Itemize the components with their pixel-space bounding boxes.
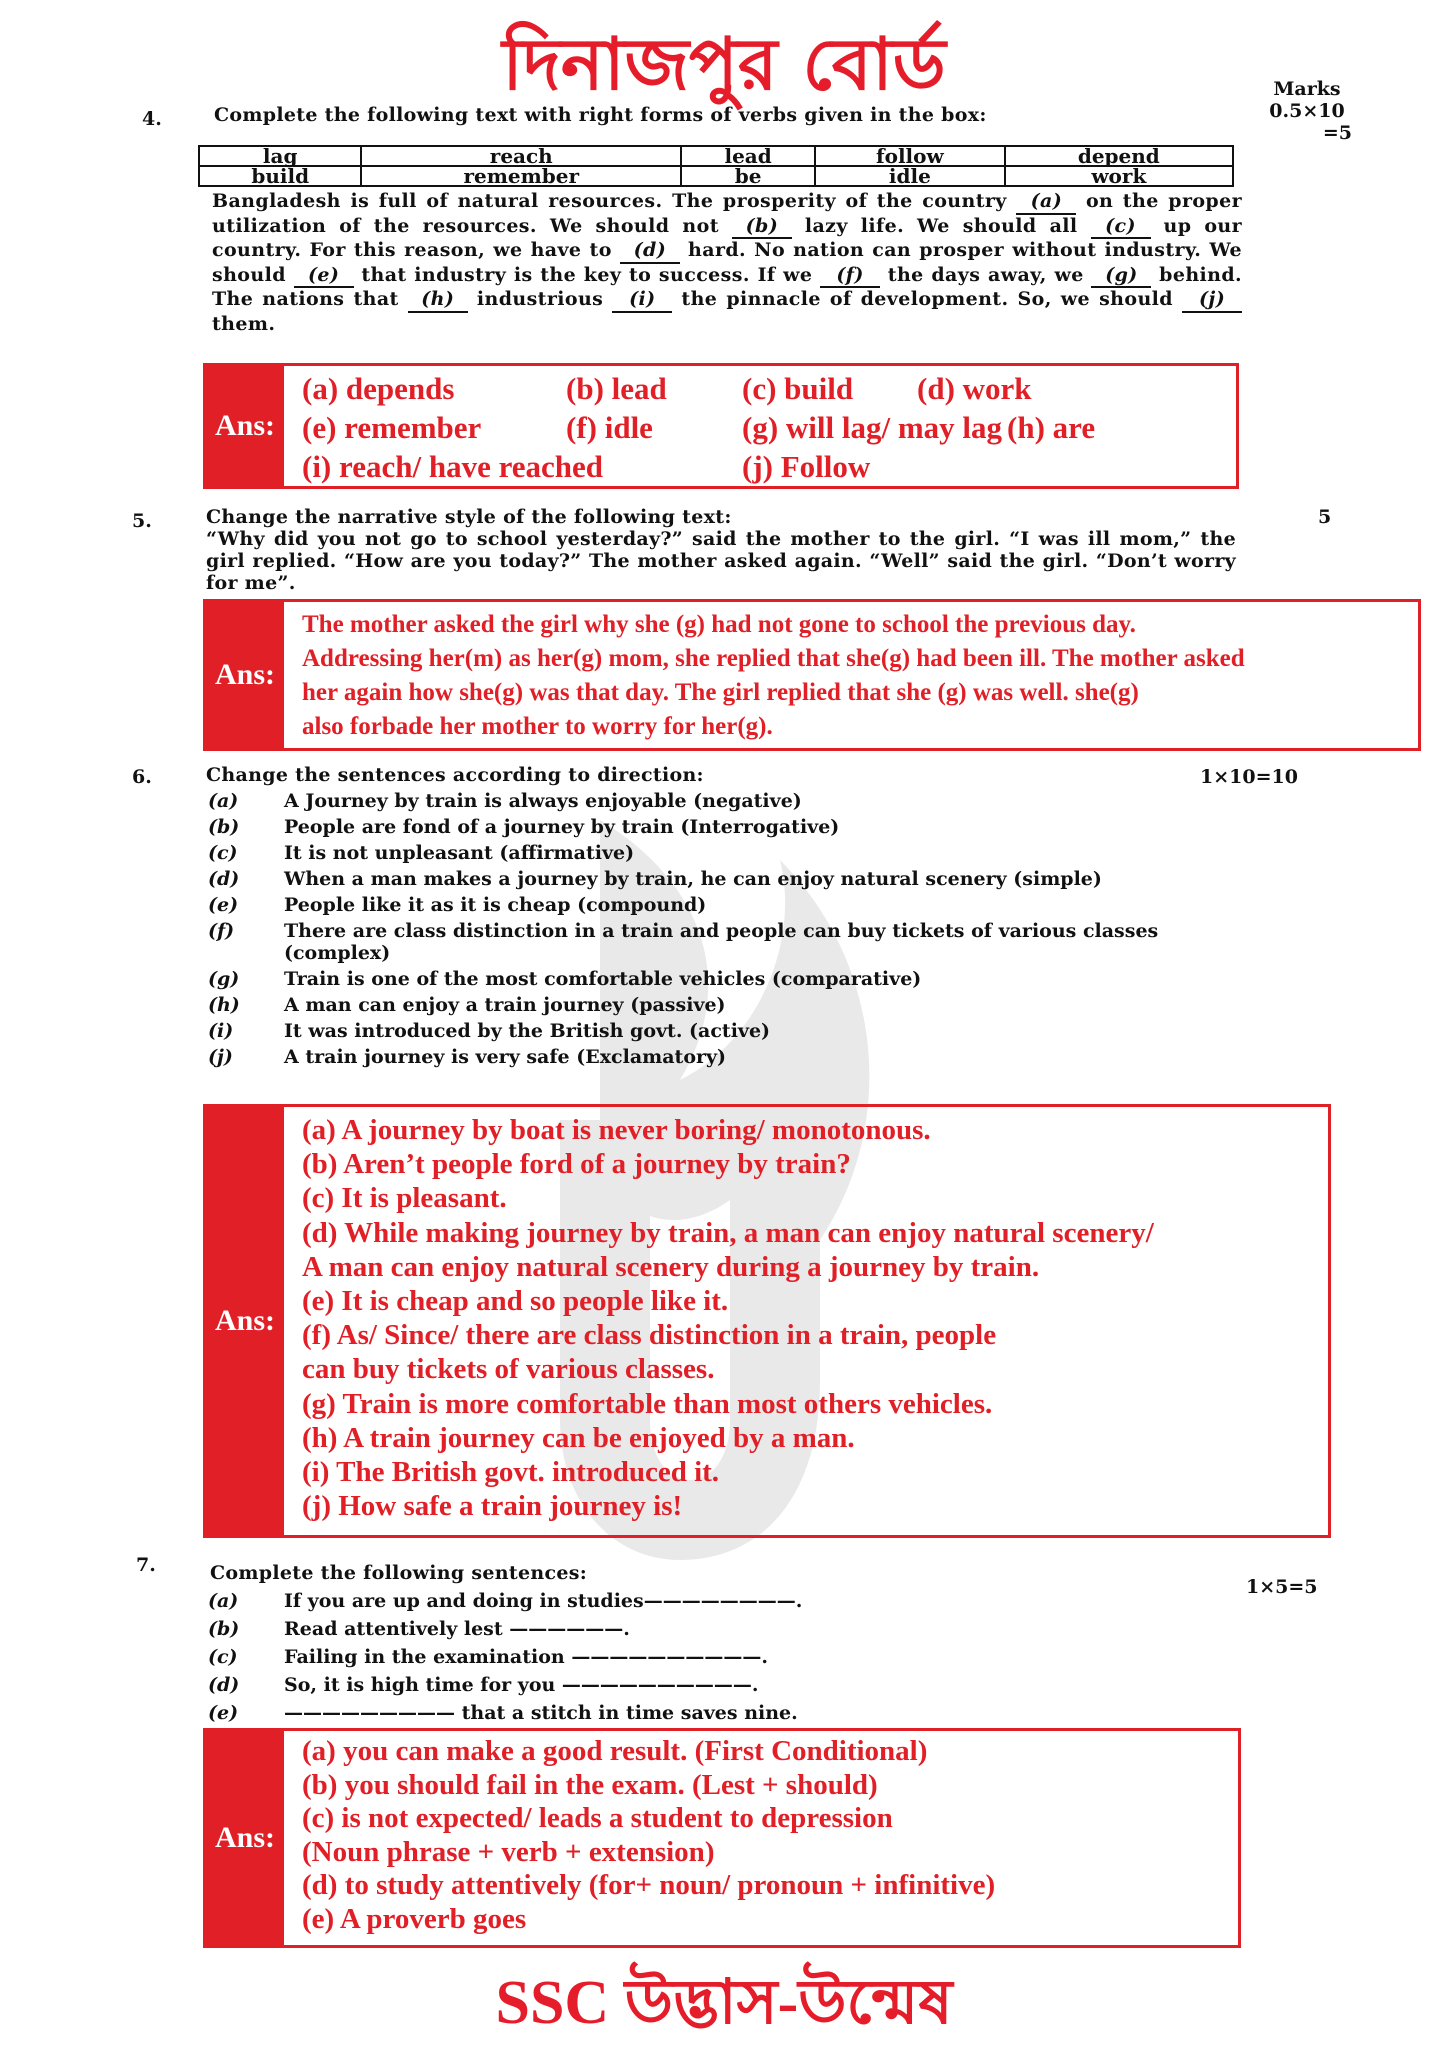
item-text: People are fond of a journey by train (Interrogative) bbox=[284, 816, 840, 838]
blank-h: (h) bbox=[408, 288, 468, 313]
q4-instruction: Complete the following text with right forms of verbs given in the box: bbox=[214, 104, 987, 126]
item-label: (i) bbox=[208, 1020, 234, 1042]
item-label: (j) bbox=[208, 1046, 233, 1068]
q4-answer-box bbox=[203, 363, 1239, 489]
answer-item: (c) build bbox=[742, 371, 854, 406]
answer-tag: Ans: bbox=[206, 366, 284, 486]
list-item bbox=[208, 1590, 1268, 1612]
item-label: (e) bbox=[208, 1702, 239, 1724]
q6-answer-text bbox=[302, 1113, 1322, 1523]
blank-b: (b) bbox=[732, 215, 792, 240]
item-text: A train journey is very safe (Exclamatory) bbox=[284, 1046, 727, 1068]
answer-line: The mother asked the girl why she (g) had not gone to school the previous day. bbox=[302, 611, 1136, 638]
list-item bbox=[208, 1674, 1268, 1696]
q6-answer-box bbox=[203, 1104, 1331, 1538]
answer-item: (h) are bbox=[1007, 410, 1096, 445]
passage-text: hard. No nation can prosper without industry. We should bbox=[212, 239, 1243, 286]
item-text: It was introduced by the British govt. (active) bbox=[284, 1020, 771, 1042]
q5-marks: 5 bbox=[1318, 506, 1332, 528]
blank-e: (e) bbox=[294, 264, 354, 289]
verb-box-row bbox=[199, 166, 1233, 186]
passage-text: the days away, we bbox=[887, 263, 1084, 286]
q5-answer-box bbox=[203, 599, 1421, 751]
marks-label: Marks bbox=[1273, 78, 1341, 100]
answer-line: also forbade her mother to worry for her(g). bbox=[302, 713, 773, 740]
passage-text: them. bbox=[212, 312, 276, 335]
list-item bbox=[208, 868, 1218, 890]
item-text: A Journey by train is always enjoyable (negative) bbox=[284, 790, 802, 812]
item-label: (b) bbox=[208, 816, 240, 838]
verb-cell: lag bbox=[199, 146, 361, 166]
verb-cell: lead bbox=[681, 146, 815, 166]
verb-cell: reach bbox=[361, 146, 681, 166]
list-item bbox=[208, 842, 1268, 864]
q4-marks-line1: 0.5×10 bbox=[1269, 100, 1345, 122]
verb-cell: depend bbox=[1005, 146, 1233, 166]
item-label: (e) bbox=[208, 894, 239, 916]
verb-cell: build bbox=[199, 166, 361, 186]
answer-line: (i) The British govt. introduced it. bbox=[302, 1456, 720, 1489]
verb-box bbox=[198, 145, 1234, 187]
answer-item: (b) lead bbox=[566, 371, 667, 406]
blank-c: (c) bbox=[1091, 215, 1151, 240]
list-item bbox=[208, 920, 1218, 964]
answer-item: (e) remember bbox=[302, 410, 482, 445]
blank-a: (a) bbox=[1016, 190, 1076, 215]
answer-line: (j) How safe a train journey is! bbox=[302, 1490, 683, 1523]
list-item bbox=[208, 968, 1268, 990]
answer-item: (a) depends bbox=[302, 371, 455, 406]
answer-line: (a) you can make a good result. (First Conditional) bbox=[302, 1735, 928, 1767]
answer-line: (f) As/ Since/ there are class distinction in a train, people bbox=[302, 1319, 997, 1352]
q5-number: 5. bbox=[132, 510, 152, 532]
item-text: There are class distinction in a train and people can buy tickets of various classes (complex) bbox=[284, 920, 1159, 964]
answer-line: (Noun phrase + verb + extension) bbox=[302, 1835, 715, 1868]
blank-g: (g) bbox=[1091, 264, 1151, 289]
item-label: (d) bbox=[208, 1674, 240, 1696]
list-item bbox=[208, 1646, 1268, 1668]
q7-answer-text bbox=[302, 1735, 1232, 1936]
q4-answer-list bbox=[302, 369, 1230, 486]
answer-line: (c) is not expected/ leads a student to depression bbox=[302, 1802, 893, 1834]
list-item bbox=[208, 816, 1268, 838]
verb-box-row bbox=[199, 146, 1233, 166]
item-text: When a man makes a journey by train, he can enjoy natural scenery (simple) bbox=[284, 868, 1102, 890]
answer-line: A man can enjoy natural scenery during a journey by train. bbox=[302, 1250, 1040, 1283]
passage-text: up our country. For this reason, we have to bbox=[212, 214, 1243, 261]
answer-line: (b) Aren’t people ford of a journey by train? bbox=[302, 1148, 851, 1181]
q4-marks-line2: =5 bbox=[1322, 122, 1352, 144]
answer-item: (d) work bbox=[917, 371, 1032, 406]
passage-text: on the proper utilization of the resources. We should not bbox=[212, 190, 1243, 237]
page-title: দিনাজপুর বোর্ড bbox=[502, 22, 946, 106]
answer-line: (d) to study attentively (for+ noun/ pronoun + infinitive) bbox=[302, 1869, 996, 1901]
q7-sentence-list bbox=[208, 1590, 1268, 1730]
verb-cell: remember bbox=[361, 166, 681, 186]
q7-marks: 1×5=5 bbox=[1246, 1576, 1318, 1598]
q6-instruction: Change the sentences according to direction: bbox=[206, 764, 704, 786]
q6-direction-list bbox=[208, 790, 1268, 1072]
answer-line: (a) A journey by boat is never boring/ monotonous. bbox=[302, 1114, 931, 1146]
answer-item: (i) reach/ have reached bbox=[302, 449, 604, 484]
q5-text: “Why did you not go to school yesterday?” said the mother to the girl. “I was ill mom,” the girl replied. “How are you today?” The mother asked again. “Well” said the girl. “Don’t worry for me”. bbox=[206, 528, 1236, 594]
q5-answer-text bbox=[302, 608, 1412, 744]
list-item bbox=[208, 790, 1268, 812]
answer-line: (b) you should fail in the exam. (Lest + should) bbox=[302, 1768, 878, 1801]
answer-tag: Ans: bbox=[206, 602, 284, 748]
q4-number: 4. bbox=[142, 108, 162, 130]
answer-line: can buy tickets of various classes. bbox=[302, 1353, 715, 1386]
item-text: Failing in the examination ——————————. bbox=[284, 1646, 768, 1668]
passage-text: industrious bbox=[476, 288, 604, 310]
verb-cell: be bbox=[681, 166, 815, 186]
answer-tag: Ans: bbox=[206, 1731, 284, 1945]
item-text: A man can enjoy a train journey (passive) bbox=[284, 994, 726, 1016]
item-label: (c) bbox=[208, 842, 238, 864]
passage-text: behind. The nations that bbox=[212, 263, 1243, 310]
q4-passage bbox=[212, 190, 1242, 335]
answer-item: (f) idle bbox=[566, 410, 653, 445]
item-label: (b) bbox=[208, 1618, 240, 1640]
item-text: If you are up and doing in studies————————. bbox=[284, 1590, 803, 1612]
q5-instruction: Change the narrative style of the following text: bbox=[206, 506, 732, 528]
answer-line: (g) Train is more comfortable than most others vehicles. bbox=[302, 1387, 993, 1420]
answer-line: her again how she(g) was that day. The girl replied that she (g) was well. she(g) bbox=[302, 679, 1139, 706]
blank-i: (i) bbox=[612, 288, 672, 313]
answer-line: (c) It is pleasant. bbox=[302, 1182, 507, 1215]
item-label: (a) bbox=[208, 1590, 239, 1612]
item-text: Read attentively lest ——————. bbox=[284, 1618, 630, 1640]
list-item bbox=[208, 1020, 1268, 1042]
item-text: It is not unpleasant (affirmative) bbox=[284, 842, 635, 864]
answer-line: (h) A train journey can be enjoyed by a man. bbox=[302, 1421, 855, 1454]
verb-cell: work bbox=[1005, 166, 1233, 186]
answer-item: (j) Follow bbox=[742, 449, 871, 484]
item-label: (f) bbox=[208, 920, 235, 942]
item-text: So, it is high time for you ——————————. bbox=[284, 1674, 759, 1696]
list-item bbox=[208, 894, 1268, 916]
list-item bbox=[208, 1046, 1268, 1068]
item-label: (d) bbox=[208, 868, 240, 890]
list-item bbox=[208, 1618, 1268, 1640]
passage-text: Bangladesh is full of natural resources. The prosperity of the country bbox=[212, 190, 1007, 212]
item-text: Train is one of the most comfortable vehicles (comparative) bbox=[284, 968, 922, 990]
item-label: (g) bbox=[208, 968, 240, 990]
item-label: (a) bbox=[208, 790, 239, 812]
q7-instruction: Complete the following sentences: bbox=[210, 1562, 588, 1584]
answer-item: (g) will lag/ may lag bbox=[742, 410, 1003, 445]
footer-title: SSC উদ্ভাস-উন্মেষ bbox=[495, 1969, 953, 2037]
item-label: (c) bbox=[208, 1646, 238, 1668]
blank-f: (f) bbox=[820, 264, 880, 289]
item-text: ————————— that a stitch in time saves nine. bbox=[284, 1702, 798, 1724]
marks-header bbox=[1262, 78, 1352, 144]
answer-line: Addressing her(m) as her(g) mom, she replied that she(g) had been ill. The mother asked bbox=[302, 645, 1245, 672]
answer-line: (d) While making journey by train, a man can enjoy natural scenery/ bbox=[302, 1216, 1154, 1249]
q7-answer-box bbox=[203, 1728, 1241, 1948]
blank-d: (d) bbox=[620, 239, 680, 264]
passage-text: lazy life. We should all bbox=[804, 214, 1078, 237]
passage-text: that industry is the key to success. If we bbox=[361, 263, 813, 286]
q6-marks: 1×10=10 bbox=[1200, 766, 1298, 788]
list-item bbox=[208, 1702, 1268, 1724]
blank-j: (j) bbox=[1182, 288, 1242, 313]
list-item bbox=[208, 994, 1268, 1016]
q6-number: 6. bbox=[132, 766, 152, 788]
item-label: (h) bbox=[208, 994, 240, 1016]
verb-cell: follow bbox=[815, 146, 1005, 166]
passage-text: the pinnacle of development. So, we should bbox=[681, 288, 1173, 310]
answer-tag: Ans: bbox=[206, 1107, 284, 1535]
answer-line: (e) A proverb goes bbox=[302, 1902, 527, 1935]
q7-number: 7. bbox=[136, 1554, 156, 1576]
item-text: People like it as it is cheap (compound) bbox=[284, 894, 707, 916]
verb-cell: idle bbox=[815, 166, 1005, 186]
answer-line: (e) It is cheap and so people like it. bbox=[302, 1285, 729, 1318]
